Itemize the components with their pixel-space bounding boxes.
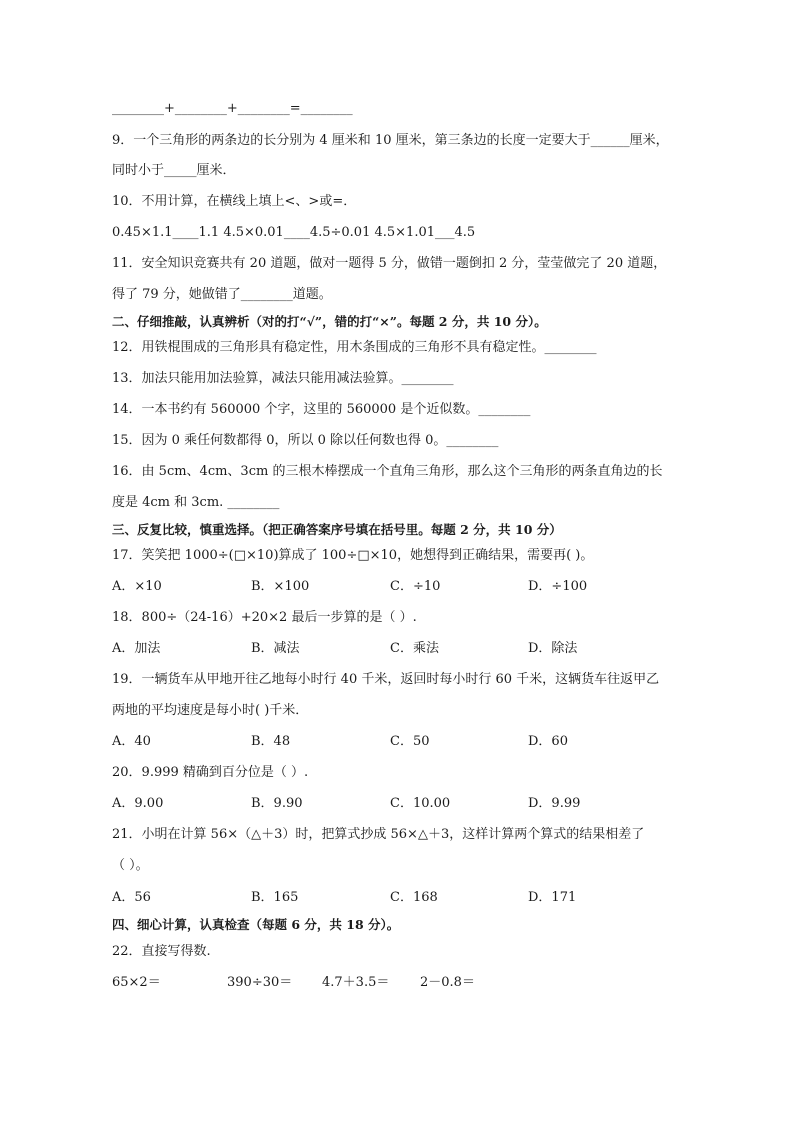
section-2-heading: 二、仔细推敲，认真辨析（对的打“√”，错的打“×”。每题 2 分，共 10 分）。	[112, 314, 547, 329]
section-3-heading: 三、反复比较，慎重选择。（把正确答案序号填在括号里。每题 2 分，共 10 分）	[112, 522, 562, 537]
calc-item-4: 2－0.8＝	[420, 975, 475, 990]
q18-option-d: D．除法	[528, 641, 578, 656]
question-10: 10．不用计算，在横线上填上<、>或=．	[112, 194, 357, 209]
q20-option-b: B．9.90	[251, 796, 303, 811]
q20-option-d: D．9.99	[528, 796, 581, 811]
section-4-heading: 四、细心计算，认真检查（每题 6 分，共 18 分）。	[112, 917, 400, 932]
q19-option-c: C．50	[390, 734, 430, 749]
q21-option-b: B．165	[251, 890, 299, 905]
q21-option-a: A．56	[112, 890, 151, 905]
question-11-line-2: 得了 79 分，她做错了________道题。	[112, 287, 332, 302]
question-9-line-1: 9．一个三角形的两条边的长分别为 4 厘米和 10 厘米，第三条边的长度一定要大于______厘米，	[112, 133, 669, 148]
question-11-line-1: 11．安全知识竞赛共有 20 道题，做对一题得 5 分，做错一题倒扣 2 分，莹莹做完了 20 道题，	[112, 256, 667, 271]
question-10-items: 0.45×1.1____1.1 4.5×0.01____4.5÷0.01 4.5×1.01___4.5	[112, 225, 476, 240]
question-21-line-1: 21．小明在计算 56×（△＋3）时，把算式抄成 56×△＋3，这样计算两个算式的结果相差了	[112, 827, 645, 842]
q17-option-d: D．÷100	[528, 579, 588, 594]
question-17: 17．笑笑把 1000÷(□×10)算成了 100÷□×10，她想得到正确结果，需要再( )。	[112, 548, 594, 563]
calc-item-1: 65×2＝	[112, 975, 161, 990]
calc-item-2: 390÷30＝	[227, 975, 293, 990]
question-16-line-1: 16．由 5cm、4cm、3cm 的三根木棒摆成一个直角三角形，那么这个三角形的两条直角边的长	[112, 464, 663, 479]
calc-item-3: 4.7＋3.5＝	[322, 975, 390, 990]
question-19-line-1: 19．一辆货车从甲地开往乙地每小时行 40 千米，返回时每小时行 60 千米，这辆货车往返甲乙	[112, 672, 660, 687]
question-21-line-2: （ ）。	[112, 858, 149, 873]
q18-option-b: B．减法	[251, 641, 300, 656]
q21-option-d: D．171	[528, 890, 577, 905]
q18-option-a: A．加法	[112, 641, 161, 656]
q17-option-a: A．×10	[112, 579, 162, 594]
q19-option-b: B．48	[251, 734, 291, 749]
question-15: 15．因为 0 乘任何数都得 0，所以 0 除以任何数也得 0。________	[112, 433, 499, 448]
question-18: 18．800÷（24-16）+20×2 最后一步算的是（ ）.	[112, 610, 417, 625]
answer-blanks: ________+________+________=________	[112, 101, 353, 116]
question-22: 22．直接写得数.	[112, 944, 211, 959]
q19-option-a: A．40	[112, 734, 151, 749]
question-14: 14．一本书约有 560000 个字，这里的 560000 是个近似数。________	[112, 402, 531, 417]
question-12: 12．用铁棍围成的三角形具有稳定性，用木条围成的三角形不具有稳定性。________	[112, 340, 597, 355]
q20-option-c: C．10.00	[390, 796, 451, 811]
question-19-line-2: 两地的平均速度是每小时( )千米．	[112, 703, 309, 718]
q21-option-c: C．168	[390, 890, 438, 905]
question-13: 13．加法只能用加法验算，减法只能用减法验算。________	[112, 371, 454, 386]
q17-option-c: C．÷10	[390, 579, 441, 594]
question-20: 20．9.999 精确到百分位是（ ）.	[112, 765, 309, 780]
q20-option-a: A．9.00	[112, 796, 164, 811]
q18-option-c: C．乘法	[390, 641, 439, 656]
q17-option-b: B．×100	[251, 579, 310, 594]
question-9-line-2: 同时小于_____厘米．	[112, 163, 236, 178]
q19-option-d: D．60	[528, 734, 568, 749]
question-16-line-2: 度是 4cm 和 3cm. ________	[112, 495, 280, 510]
